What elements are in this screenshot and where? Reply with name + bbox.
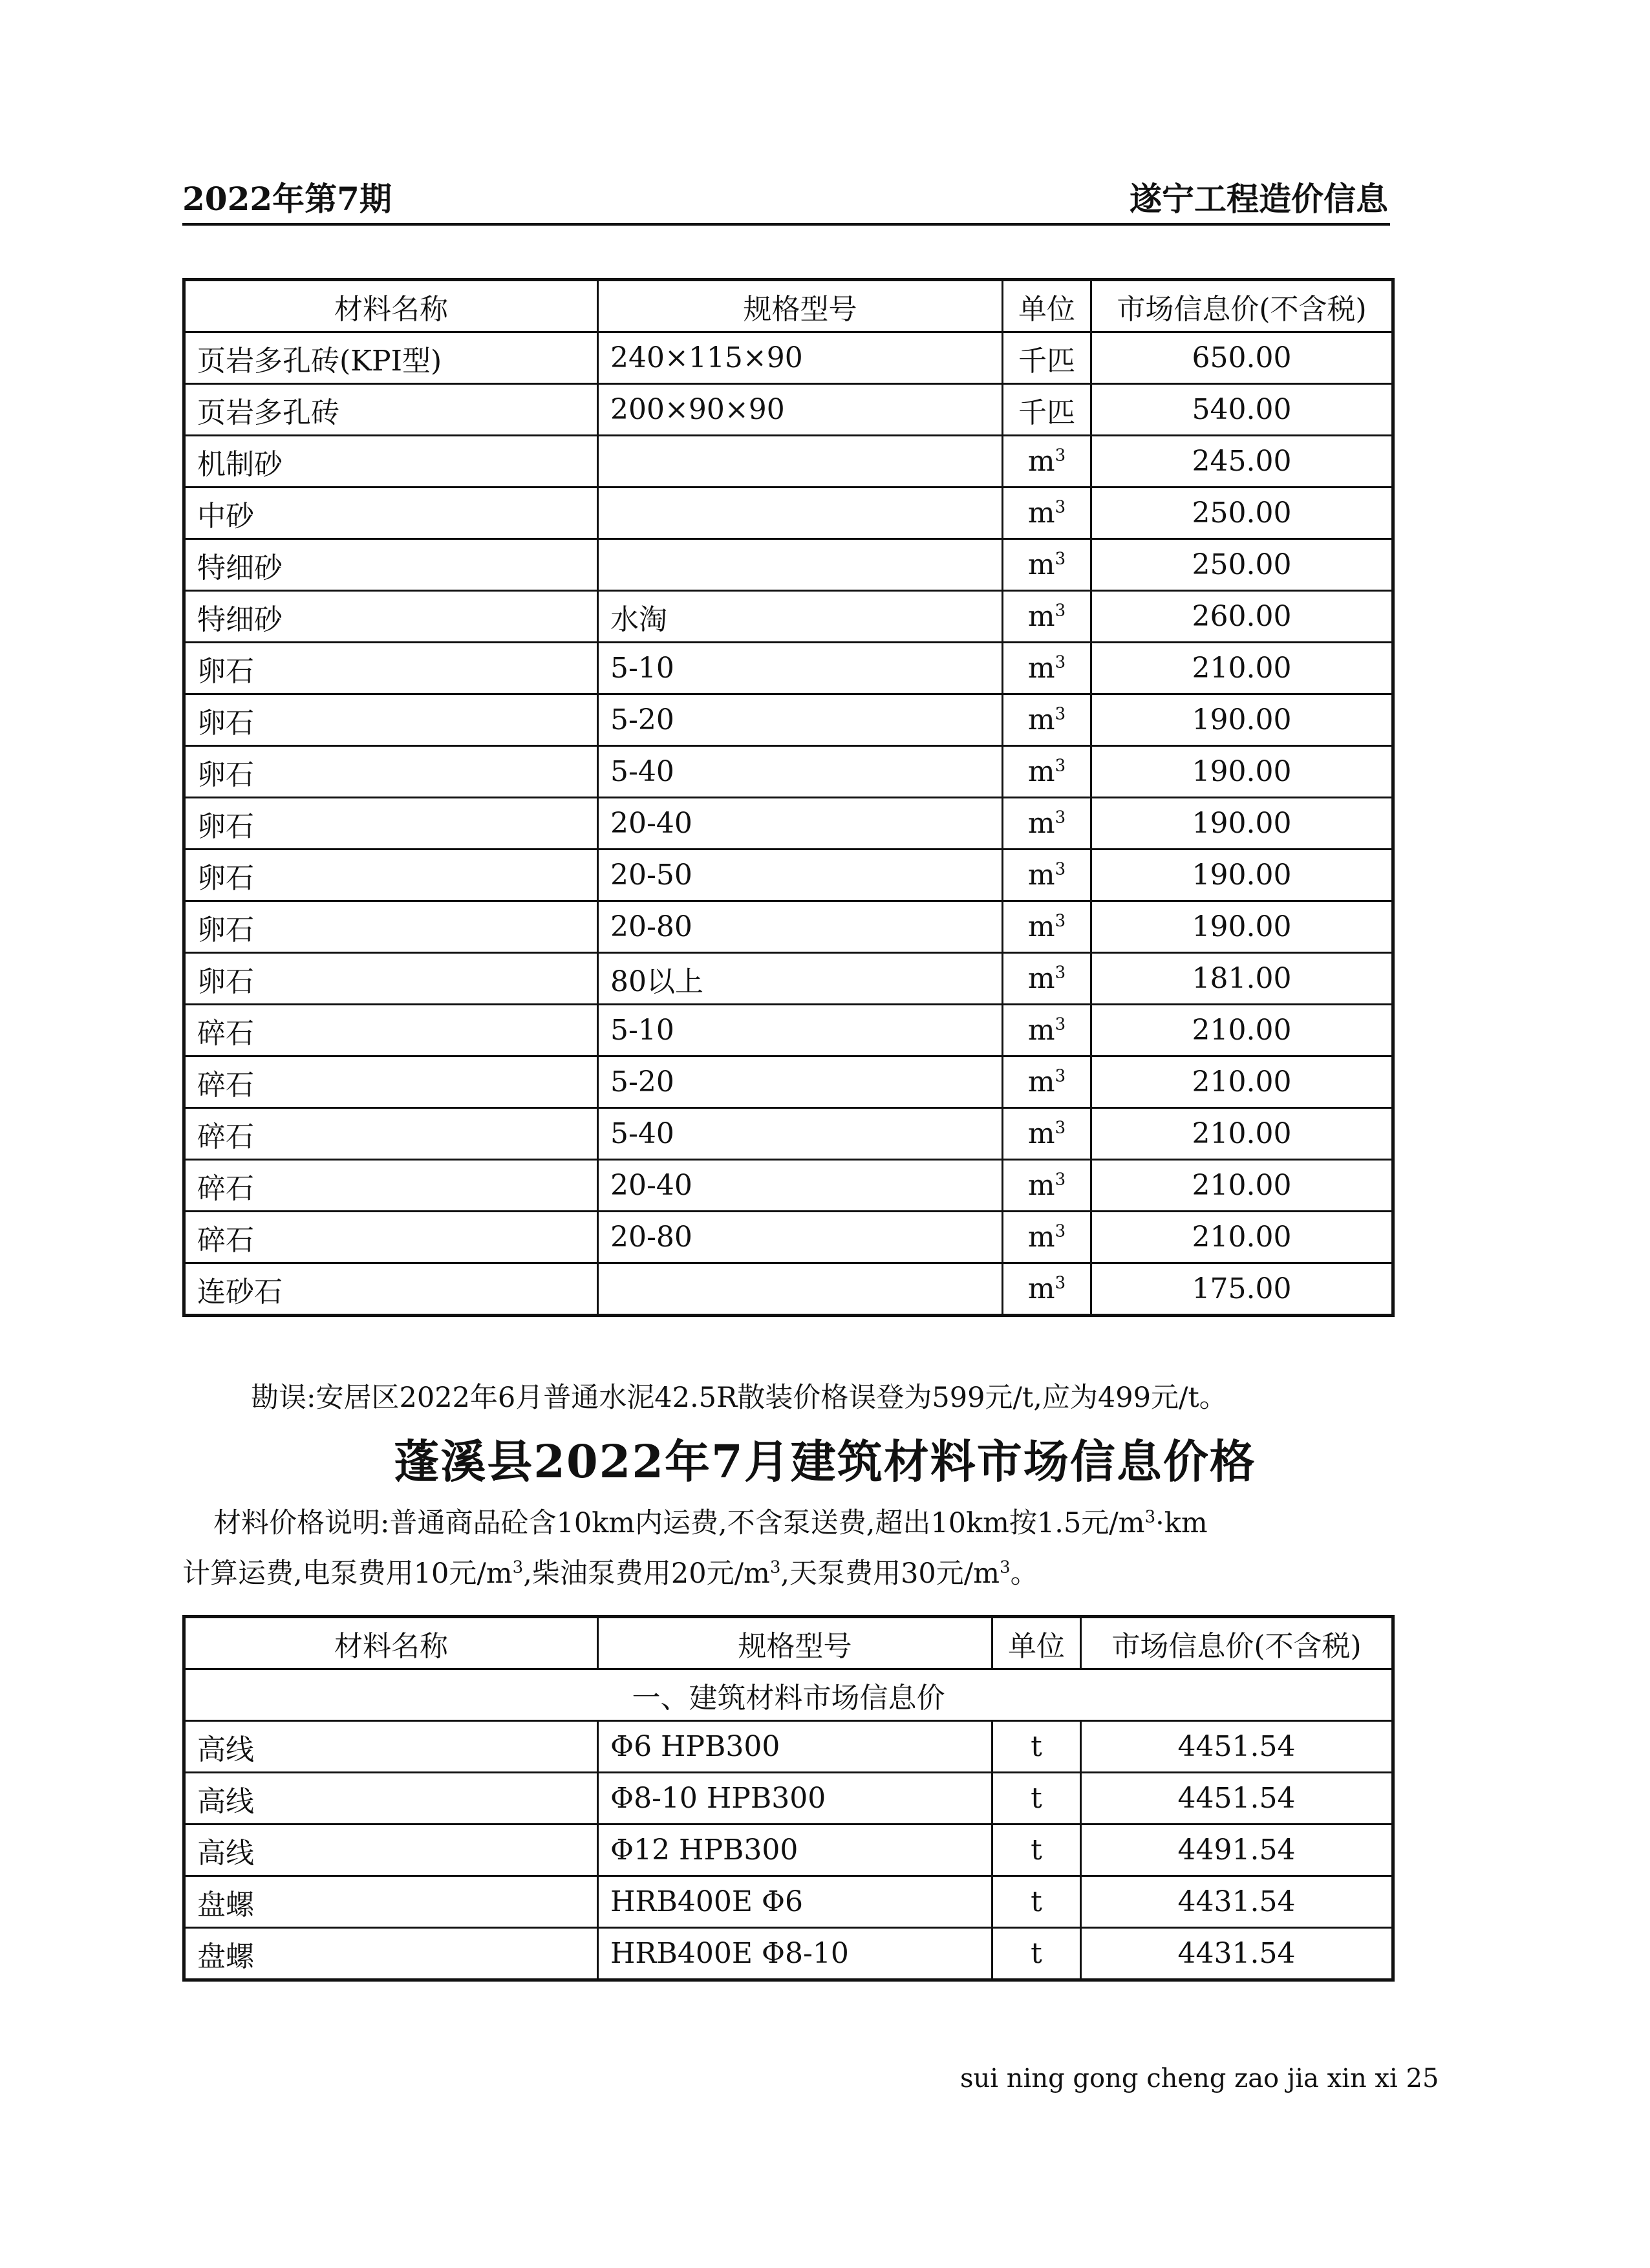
price-note-line-1 bbox=[213, 1501, 1208, 1541]
unit-superscript: 3 bbox=[1055, 1066, 1066, 1086]
material-name: 高线 bbox=[184, 1824, 598, 1876]
material-unit bbox=[1003, 798, 1091, 850]
unit-superscript: 3 bbox=[1055, 1118, 1066, 1138]
material-price: 181.00 bbox=[1091, 953, 1393, 1005]
material-spec: 5-10 bbox=[598, 643, 1003, 694]
column-header-name: 材料名称 bbox=[184, 280, 598, 332]
unit-text: m bbox=[1027, 1117, 1055, 1150]
material-unit bbox=[1003, 1005, 1091, 1056]
material-name: 盘螺 bbox=[184, 1928, 598, 1980]
unit-superscript: 3 bbox=[1055, 808, 1066, 828]
table-row bbox=[184, 1005, 1393, 1056]
material-name: 碎石 bbox=[184, 1160, 598, 1212]
table-row bbox=[184, 746, 1393, 798]
note-text: ·km bbox=[1155, 1507, 1208, 1539]
note-text: ,天泵费用30元/m bbox=[780, 1557, 1000, 1590]
unit-text: m bbox=[1027, 548, 1055, 581]
material-spec: 240×115×90 bbox=[598, 332, 1003, 384]
unit-text: m bbox=[1027, 1272, 1055, 1305]
unit-text: m bbox=[1027, 1169, 1055, 1202]
material-price: 4431.54 bbox=[1081, 1876, 1393, 1928]
material-price: 650.00 bbox=[1091, 332, 1393, 384]
material-name: 中砂 bbox=[184, 487, 598, 539]
erratum-note: 勘误:安居区2022年6月普通水泥42.5R散装价格误登为599元/t,应为499元/t。 bbox=[251, 1382, 1227, 1414]
material-name: 卵石 bbox=[184, 798, 598, 850]
material-name: 碎石 bbox=[184, 1056, 598, 1108]
table-row bbox=[184, 1160, 1393, 1212]
unit-text: t bbox=[1031, 1782, 1042, 1815]
unit-text: m bbox=[1027, 1065, 1055, 1098]
unit-superscript: 3 bbox=[1055, 497, 1066, 517]
table-row bbox=[184, 1108, 1393, 1160]
column-header-spec: 规格型号 bbox=[598, 1617, 992, 1669]
table-row bbox=[184, 1824, 1393, 1876]
material-price: 4491.54 bbox=[1081, 1824, 1393, 1876]
table-row bbox=[184, 1056, 1393, 1108]
note-text: 计算运费,电泵费用10元/m bbox=[182, 1557, 513, 1590]
unit-superscript: 3 bbox=[1055, 704, 1066, 724]
material-unit bbox=[1003, 436, 1091, 487]
unit-text: m bbox=[1027, 910, 1055, 943]
material-price: 540.00 bbox=[1091, 384, 1393, 436]
material-unit bbox=[1003, 901, 1091, 953]
material-name: 特细砂 bbox=[184, 539, 598, 591]
unit-superscript: 3 bbox=[1055, 911, 1066, 931]
table-row bbox=[184, 1263, 1393, 1316]
section-row bbox=[184, 1669, 1393, 1721]
note-text: 材料价格说明:普通商品砼含10km内运费,不含泵送费,超出10km按1.5元/m bbox=[213, 1507, 1145, 1539]
table-row bbox=[184, 1773, 1393, 1824]
material-name: 卵石 bbox=[184, 643, 598, 694]
table-header-row bbox=[184, 1617, 1393, 1669]
table-row bbox=[184, 591, 1393, 643]
material-unit bbox=[1003, 953, 1091, 1005]
material-name: 卵石 bbox=[184, 901, 598, 953]
material-unit bbox=[992, 1876, 1081, 1928]
material-spec bbox=[598, 1263, 1003, 1316]
material-price: 4431.54 bbox=[1081, 1928, 1393, 1980]
material-unit bbox=[1003, 1056, 1091, 1108]
material-price: 210.00 bbox=[1091, 1160, 1393, 1212]
unit-superscript: 3 bbox=[1055, 859, 1066, 879]
unit-text: 千匹 bbox=[1018, 396, 1075, 429]
material-price: 190.00 bbox=[1091, 901, 1393, 953]
table-row bbox=[184, 487, 1393, 539]
unit-text: t bbox=[1031, 1937, 1042, 1970]
section-title: 蓬溪县2022年7月建筑材料市场信息价格 bbox=[394, 1435, 1256, 1488]
material-price: 210.00 bbox=[1091, 1056, 1393, 1108]
unit-text: m bbox=[1027, 1221, 1055, 1254]
material-spec bbox=[598, 436, 1003, 487]
material-unit bbox=[992, 1928, 1081, 1980]
table-row bbox=[184, 643, 1393, 694]
table-row bbox=[184, 694, 1393, 746]
header-divider bbox=[182, 223, 1390, 226]
material-spec: 5-10 bbox=[598, 1005, 1003, 1056]
material-name: 机制砂 bbox=[184, 436, 598, 487]
note-text: ,柴油泵费用20元/m bbox=[523, 1557, 770, 1590]
material-unit bbox=[1003, 539, 1091, 591]
material-name: 高线 bbox=[184, 1773, 598, 1824]
material-name: 特细砂 bbox=[184, 591, 598, 643]
material-price: 250.00 bbox=[1091, 539, 1393, 591]
material-spec bbox=[598, 487, 1003, 539]
table-row bbox=[184, 539, 1393, 591]
material-spec: 20-80 bbox=[598, 901, 1003, 953]
material-spec: 20-40 bbox=[598, 798, 1003, 850]
material-unit bbox=[992, 1721, 1081, 1773]
unit-text: m bbox=[1027, 497, 1055, 530]
material-spec: HRB400E Φ6 bbox=[598, 1876, 992, 1928]
material-price: 250.00 bbox=[1091, 487, 1393, 539]
issue-label: 2022年第7期 bbox=[182, 180, 392, 218]
table-row bbox=[184, 1212, 1393, 1263]
note-text: 。 bbox=[1010, 1557, 1038, 1590]
unit-text: m bbox=[1027, 859, 1055, 892]
unit-text: m bbox=[1027, 807, 1055, 840]
material-price: 260.00 bbox=[1091, 591, 1393, 643]
material-price: 175.00 bbox=[1091, 1263, 1393, 1316]
table-row bbox=[184, 436, 1393, 487]
material-spec: 20-50 bbox=[598, 850, 1003, 901]
material-spec: 20-80 bbox=[598, 1212, 1003, 1263]
column-header-unit: 单位 bbox=[992, 1617, 1081, 1669]
material-unit bbox=[1003, 643, 1091, 694]
material-spec: HRB400E Φ8-10 bbox=[598, 1928, 992, 1980]
material-spec bbox=[598, 539, 1003, 591]
material-name: 盘螺 bbox=[184, 1876, 598, 1928]
unit-text: m bbox=[1027, 652, 1055, 685]
unit-superscript: 3 bbox=[1055, 963, 1066, 983]
unit-superscript: 3 bbox=[1055, 601, 1066, 621]
unit-superscript: 3 bbox=[1055, 549, 1066, 569]
material-name: 碎石 bbox=[184, 1005, 598, 1056]
material-unit bbox=[992, 1773, 1081, 1824]
column-header-price: 市场信息价(不含税) bbox=[1091, 280, 1393, 332]
column-header-name: 材料名称 bbox=[184, 1617, 598, 1669]
table-row bbox=[184, 384, 1393, 436]
material-price: 190.00 bbox=[1091, 850, 1393, 901]
material-price: 4451.54 bbox=[1081, 1721, 1393, 1773]
table-row bbox=[184, 953, 1393, 1005]
material-spec: Φ12 HPB300 bbox=[598, 1824, 992, 1876]
table-row bbox=[184, 901, 1393, 953]
material-unit bbox=[1003, 591, 1091, 643]
unit-superscript: 3 bbox=[1055, 1170, 1066, 1190]
table-row bbox=[184, 1876, 1393, 1928]
material-unit bbox=[1003, 850, 1091, 901]
unit-text: m bbox=[1027, 1014, 1055, 1047]
material-name: 高线 bbox=[184, 1721, 598, 1773]
unit-text: t bbox=[1031, 1885, 1042, 1918]
material-price: 210.00 bbox=[1091, 1212, 1393, 1263]
table-row bbox=[184, 850, 1393, 901]
material-unit bbox=[1003, 487, 1091, 539]
material-name: 连砂石 bbox=[184, 1263, 598, 1316]
material-spec: 200×90×90 bbox=[598, 384, 1003, 436]
unit-text: t bbox=[1031, 1834, 1042, 1867]
material-name: 卵石 bbox=[184, 746, 598, 798]
unit-text: m bbox=[1027, 600, 1055, 633]
material-price: 190.00 bbox=[1091, 694, 1393, 746]
column-header-price: 市场信息价(不含税) bbox=[1081, 1617, 1393, 1669]
price-table-2 bbox=[182, 1615, 1395, 1982]
unit-text: m bbox=[1027, 703, 1055, 736]
material-unit bbox=[1003, 746, 1091, 798]
material-unit bbox=[1003, 332, 1091, 384]
material-name: 卵石 bbox=[184, 694, 598, 746]
material-name: 碎石 bbox=[184, 1108, 598, 1160]
unit-superscript: 3 bbox=[1055, 1221, 1066, 1241]
material-price: 190.00 bbox=[1091, 746, 1393, 798]
price-table-1 bbox=[182, 278, 1395, 1317]
material-spec: Φ8-10 HPB300 bbox=[598, 1773, 992, 1824]
material-spec: 5-40 bbox=[598, 746, 1003, 798]
material-price: 210.00 bbox=[1091, 1005, 1393, 1056]
column-header-spec: 规格型号 bbox=[598, 280, 1003, 332]
material-name: 页岩多孔砖(KPI型) bbox=[184, 332, 598, 384]
unit-superscript: 3 bbox=[1055, 652, 1066, 672]
unit-superscript: 3 bbox=[1055, 756, 1066, 776]
price-note-line-2 bbox=[182, 1552, 1038, 1591]
unit-superscript: 3 bbox=[1055, 1273, 1066, 1293]
column-header-unit: 单位 bbox=[1003, 280, 1091, 332]
table-header-row bbox=[184, 280, 1393, 332]
superscript: 3 bbox=[512, 1557, 524, 1578]
material-name: 页岩多孔砖 bbox=[184, 384, 598, 436]
unit-superscript: 3 bbox=[1055, 1014, 1066, 1034]
material-name: 卵石 bbox=[184, 953, 598, 1005]
table-row bbox=[184, 798, 1393, 850]
table-row bbox=[184, 1928, 1393, 1980]
section-label: 一、建筑材料市场信息价 bbox=[184, 1669, 1393, 1721]
material-unit bbox=[1003, 384, 1091, 436]
unit-superscript: 3 bbox=[1055, 445, 1066, 465]
superscript: 3 bbox=[1000, 1557, 1011, 1578]
material-spec: Φ6 HPB300 bbox=[598, 1721, 992, 1773]
material-name: 碎石 bbox=[184, 1212, 598, 1263]
material-unit bbox=[1003, 1212, 1091, 1263]
material-price: 210.00 bbox=[1091, 1108, 1393, 1160]
unit-text: m bbox=[1027, 755, 1055, 788]
material-price: 190.00 bbox=[1091, 798, 1393, 850]
material-unit bbox=[1003, 1108, 1091, 1160]
superscript: 3 bbox=[1144, 1507, 1156, 1527]
unit-text: t bbox=[1031, 1730, 1042, 1763]
unit-text: 千匹 bbox=[1018, 344, 1075, 378]
table-row bbox=[184, 1721, 1393, 1773]
material-name: 卵石 bbox=[184, 850, 598, 901]
publication-title: 遂宁工程造价信息 bbox=[1130, 180, 1388, 218]
page-footer: sui ning gong cheng zao jia xin xi 25 bbox=[960, 2064, 1439, 2093]
material-unit bbox=[1003, 1263, 1091, 1316]
material-unit bbox=[1003, 1160, 1091, 1212]
material-spec: 5-40 bbox=[598, 1108, 1003, 1160]
material-price: 4451.54 bbox=[1081, 1773, 1393, 1824]
material-price: 210.00 bbox=[1091, 643, 1393, 694]
material-unit bbox=[1003, 694, 1091, 746]
material-spec: 80以上 bbox=[598, 953, 1003, 1005]
unit-text: m bbox=[1027, 445, 1055, 478]
material-spec: 20-40 bbox=[598, 1160, 1003, 1212]
material-unit bbox=[992, 1824, 1081, 1876]
material-spec: 水淘 bbox=[598, 591, 1003, 643]
material-price: 245.00 bbox=[1091, 436, 1393, 487]
table-row bbox=[184, 332, 1393, 384]
material-spec: 5-20 bbox=[598, 1056, 1003, 1108]
superscript: 3 bbox=[769, 1557, 781, 1578]
unit-text: m bbox=[1027, 962, 1055, 995]
material-spec: 5-20 bbox=[598, 694, 1003, 746]
